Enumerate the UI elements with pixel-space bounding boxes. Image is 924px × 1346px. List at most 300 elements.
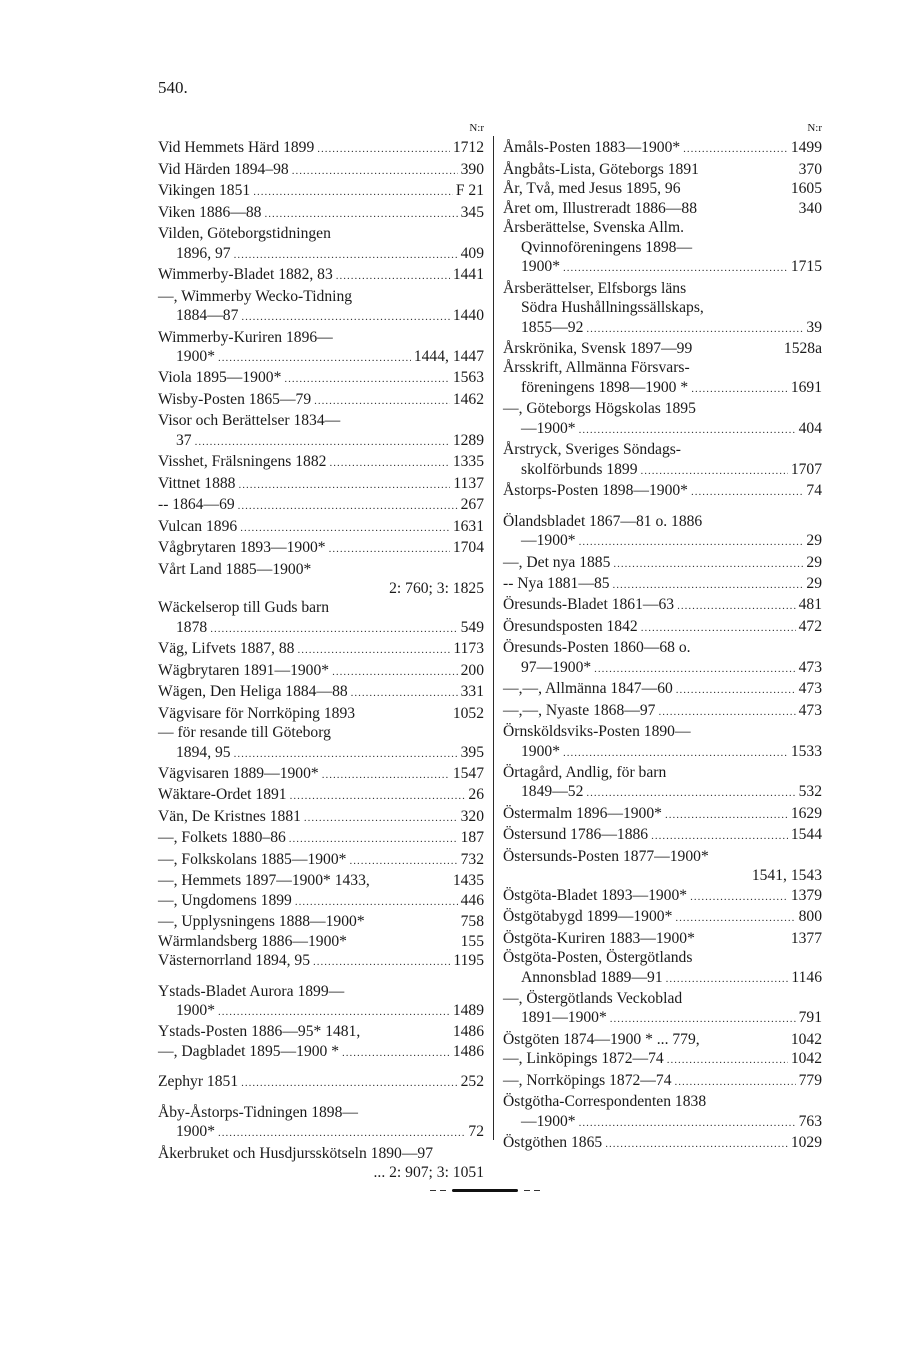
entry-number: 1712	[452, 139, 484, 157]
entry-title: Visshet, Frälsningens 1882	[158, 453, 327, 471]
dot-leader	[691, 380, 788, 399]
index-entry	[503, 138, 822, 159]
entry-title: 1878	[176, 618, 208, 636]
entry-number: 473	[798, 701, 822, 719]
index-entry	[158, 951, 484, 972]
entry-number: 1715	[790, 258, 822, 276]
entry-number: 1462	[452, 390, 484, 408]
index-entry	[158, 368, 484, 389]
entry-title-line: Årsberättelser, Elfsborgs läns	[503, 279, 687, 297]
index-entry	[503, 440, 822, 481]
entry-title: —1900*	[521, 1112, 576, 1130]
index-entry	[503, 1092, 822, 1133]
index-entry	[158, 203, 484, 224]
index-entry	[503, 679, 822, 700]
entry-number: ... 2: 907; 3: 1051	[373, 1164, 484, 1182]
entry-title: Östgöta-Bladet 1893—1900*	[503, 886, 688, 904]
entry-number: 473	[798, 680, 822, 698]
entry-title: föreningens 1898—1900 *	[521, 378, 689, 396]
entry-number: 1707	[790, 460, 822, 478]
entry-title: Wimmerby-Bladet 1882, 83	[158, 266, 333, 284]
entry-title: Vittnet 1888	[158, 474, 236, 492]
index-entry	[158, 704, 484, 723]
dot-leader	[314, 392, 450, 411]
entry-title: Östgötabygd 1899—1900*	[503, 908, 673, 926]
entry-number: 779	[798, 1071, 822, 1089]
index-entry	[158, 517, 484, 538]
index-entry	[503, 553, 822, 574]
index-entry	[158, 138, 484, 159]
entry-title-line: Wäckelserop till Guds barn	[158, 599, 330, 617]
dot-leader	[238, 497, 458, 516]
entry-title: —, Upplysningens 1888—1900*	[158, 913, 365, 931]
index-entry	[158, 682, 484, 703]
index-entry	[158, 160, 484, 181]
entry-title-line: Södra Hushållningssällskaps,	[521, 299, 704, 317]
dot-leader	[238, 476, 450, 495]
entry-number: 252	[460, 1073, 484, 1091]
index-entry	[503, 907, 822, 928]
dot-leader	[264, 205, 457, 224]
entry-number: 1289	[452, 431, 484, 449]
entry-number: 155	[460, 932, 484, 950]
entry-title: Östersund 1786—1886	[503, 826, 649, 844]
entry-number: 1042	[790, 1030, 822, 1048]
dot-leader	[292, 162, 458, 181]
column-heading: N:r	[469, 122, 484, 134]
dot-leader	[304, 809, 458, 828]
dot-leader	[667, 1051, 788, 1070]
entry-title-line: Östgötha-Correspondenten 1838	[503, 1093, 707, 1111]
entry-number: 29	[806, 553, 822, 571]
index-entry	[503, 701, 822, 722]
entry-title-line: Ölandsbladet 1867—81 o. 1886	[503, 512, 703, 530]
entry-number: 732	[460, 850, 484, 868]
entry-number: 340	[798, 199, 822, 217]
entry-title: —, Folkets 1880–86	[158, 829, 286, 847]
entry-number: 1486	[452, 1042, 484, 1060]
entry-number: 1444, 1447	[413, 347, 484, 365]
entry-number: 763	[798, 1112, 822, 1130]
dot-leader	[675, 1073, 796, 1092]
entry-title-line: Åby-Åstorps-Tidningen 1898—	[158, 1103, 358, 1121]
dot-leader	[677, 597, 796, 616]
entry-title-line: Qvinnoföreningens 1898—	[521, 238, 693, 256]
dot-leader	[317, 140, 450, 159]
entry-title-line: Årsskrift, Allmänna Försvars-	[503, 359, 690, 377]
entry-number: 1379	[790, 886, 822, 904]
entry-title: —,—, Nyaste 1868—97	[503, 701, 656, 719]
entry-number: 390	[460, 160, 484, 178]
entry-title: 1855—92	[521, 318, 584, 336]
entry-title: —, Norrköpings 1872—74	[503, 1071, 672, 1089]
dot-leader	[297, 641, 450, 660]
entry-title-line: Ystads-Bladet Aurora 1899—	[158, 982, 345, 1000]
dot-leader	[241, 1074, 457, 1093]
dot-leader	[253, 183, 453, 202]
index-entry	[158, 560, 484, 599]
dot-leader	[234, 246, 458, 265]
entry-number: 74	[806, 482, 822, 500]
index-entry	[158, 1022, 484, 1041]
index-entry	[503, 339, 822, 358]
index-entry	[503, 929, 822, 948]
entry-title: 1894, 95	[176, 743, 231, 761]
dot-leader	[690, 888, 788, 907]
dot-leader	[295, 893, 458, 912]
dot-leader	[342, 1044, 450, 1063]
dot-leader	[289, 830, 458, 849]
entry-number: 1173	[453, 640, 484, 658]
index-entry	[503, 804, 822, 825]
entry-title-line: Öresunds-Posten 1860—68 o.	[503, 639, 691, 657]
entry-number: 473	[798, 658, 822, 676]
entry-title: 1900*	[176, 1002, 215, 1020]
entry-title: Öresunds-Bladet 1861—63	[503, 596, 675, 614]
index-entry	[158, 411, 484, 452]
entry-number: 1441	[452, 266, 484, 284]
entry-number: 187	[460, 829, 484, 847]
entry-number: 1440	[452, 307, 484, 325]
entry-title: Vid Hemmets Härd 1899	[158, 139, 315, 157]
index-entry	[158, 1072, 484, 1093]
entry-number: 404	[798, 419, 822, 437]
entry-number: 1029	[790, 1134, 822, 1152]
entry-number: 1704	[452, 539, 484, 557]
dot-leader	[579, 421, 796, 440]
entry-number: 1563	[452, 369, 484, 387]
index-entry	[158, 495, 484, 516]
dot-leader	[563, 259, 788, 278]
entry-title: Vägvisare för Norrköping 1893	[158, 704, 356, 722]
entry-number: 29	[806, 574, 822, 592]
entry-title-line: Visor och Berättelser 1834—	[158, 412, 341, 430]
entry-number: 1605	[790, 180, 822, 198]
entry-title: Östgöthen 1865	[503, 1134, 603, 1152]
entry-title: —1900*	[521, 532, 576, 550]
entry-number: F 21	[455, 182, 484, 200]
entry-number: 1489	[452, 1002, 484, 1020]
entry-title: -- 1864—69	[158, 496, 235, 514]
entry-title-line: Östgöta-Posten, Östergötlands	[503, 949, 693, 967]
entry-title: Annonsblad 1889—91	[521, 968, 663, 986]
dot-leader	[329, 454, 449, 473]
index-entry	[503, 1071, 822, 1092]
entry-number: 2: 760; 3: 1825	[389, 579, 484, 597]
dot-leader	[683, 140, 788, 159]
dot-leader	[610, 1010, 796, 1029]
dot-leader	[691, 483, 803, 502]
dot-leader	[651, 827, 788, 846]
index-column-left	[158, 119, 484, 1183]
entry-title: 1891—1900*	[521, 1009, 607, 1027]
entry-title: 1849—52	[521, 783, 584, 801]
index-entry	[158, 224, 484, 265]
index-entry	[158, 474, 484, 495]
end-ornament-rule	[430, 1188, 540, 1192]
entry-title: Vulcan 1896	[158, 517, 238, 535]
dot-leader	[336, 267, 450, 286]
entry-number: 791	[798, 1009, 822, 1027]
entry-title-line: Örnsköldsviks-Posten 1890—	[503, 723, 691, 741]
dot-leader	[351, 684, 458, 703]
entry-number: 1629	[790, 804, 822, 822]
entry-title: 1884—87	[176, 307, 239, 325]
entry-number: 549	[460, 618, 484, 636]
index-entry	[158, 891, 484, 912]
entry-number: 1137	[453, 474, 484, 492]
dot-leader	[658, 703, 795, 722]
entry-number: 532	[798, 783, 822, 801]
entry-number: 1691	[790, 378, 822, 396]
entry-title: 1900*	[176, 1123, 215, 1141]
entry-title: Ystads-Posten 1886—95* 1481,	[158, 1023, 361, 1041]
entry-number: 409	[460, 244, 484, 262]
index-entry	[503, 948, 822, 989]
index-entry	[503, 481, 822, 502]
index-entry	[158, 181, 484, 202]
index-entry	[158, 723, 484, 764]
entry-number: 1195	[453, 952, 484, 970]
entry-title: Östgöten 1874—1900 * ... 779,	[503, 1030, 700, 1048]
index-entry	[158, 1103, 484, 1144]
entry-number: 331	[460, 683, 484, 701]
entry-title: 1900*	[521, 258, 560, 276]
dot-leader	[218, 349, 411, 368]
entry-number: 1544	[790, 826, 822, 844]
entry-title: Viola 1895—1900*	[158, 369, 282, 387]
entry-title-line: —, Wimmerby Wecko-Tidning	[158, 287, 353, 305]
dot-leader	[241, 308, 449, 327]
entry-list-left	[158, 138, 484, 1182]
index-entry	[503, 989, 822, 1030]
index-entry	[503, 595, 822, 616]
dot-leader	[240, 519, 450, 538]
entry-title: —, Linköpings 1872—74	[503, 1050, 664, 1068]
entry-title: Wisby-Posten 1865—79	[158, 390, 312, 408]
entry-number: 1052	[452, 704, 484, 722]
entry-number: 758	[460, 913, 484, 931]
entry-number: 1533	[790, 742, 822, 760]
entry-title: Östgöta-Kuriren 1883—1900*	[503, 929, 695, 947]
index-column-right	[503, 119, 822, 1155]
index-entry	[503, 512, 822, 553]
index-entry	[158, 328, 484, 369]
dot-leader	[666, 970, 789, 989]
entry-title: Väg, Lifvets 1887, 88	[158, 640, 295, 658]
column-divider	[493, 136, 494, 1140]
index-entry	[158, 452, 484, 473]
entry-title: —, Hemmets 1897—1900* 1433,	[158, 872, 370, 890]
index-entry	[503, 279, 822, 339]
index-entry	[158, 538, 484, 559]
dot-leader	[613, 576, 804, 595]
index-entry	[503, 1049, 822, 1070]
entry-title-line: —, Göteborgs Högskolas 1895	[503, 400, 696, 418]
index-entry	[503, 886, 822, 907]
dot-leader	[234, 745, 458, 764]
entry-number: 446	[460, 891, 484, 909]
dot-leader	[210, 620, 457, 639]
entry-number: 1547	[452, 765, 484, 783]
entry-number: 472	[798, 617, 822, 635]
index-entry	[503, 218, 822, 278]
entry-number: 1631	[452, 517, 484, 535]
dot-leader	[313, 953, 450, 972]
entry-title: —, Ungdomens 1899	[158, 891, 292, 909]
index-entry	[158, 639, 484, 660]
entry-number: 1528a	[783, 339, 822, 357]
dot-leader	[349, 852, 457, 871]
index-entry	[503, 574, 822, 595]
index-entry	[503, 160, 822, 179]
entry-number: 1486	[452, 1023, 484, 1041]
entry-title: Året om, Illustreradt 1886—88	[503, 199, 698, 217]
entry-title: 37	[176, 431, 192, 449]
index-entry	[503, 179, 822, 198]
entry-number: 72	[468, 1123, 484, 1141]
entry-title: Vikingen 1851	[158, 182, 251, 200]
entry-title: Viken 1886—88	[158, 203, 262, 221]
entry-title-line: Örtagård, Andlig, för barn	[503, 764, 667, 782]
entry-number: 800	[798, 908, 822, 926]
entry-number: 1146	[791, 968, 822, 986]
dot-leader	[284, 370, 449, 389]
entry-title: —, Dagbladet 1895—1900 *	[158, 1042, 340, 1060]
dot-leader	[218, 1003, 450, 1022]
index-entry	[503, 638, 822, 679]
dot-leader	[579, 533, 804, 552]
entry-title: Vän, De Kristnes 1881	[158, 807, 301, 825]
entry-title-line: Östersunds-Posten 1877—1900*	[503, 847, 709, 865]
dot-leader	[332, 663, 458, 682]
entry-title: —,—, Allmänna 1847—60	[503, 680, 673, 698]
dot-leader	[586, 320, 803, 339]
entry-number: 29	[806, 532, 822, 550]
entry-title: Västernorrland 1894, 95	[158, 952, 311, 970]
dot-leader	[641, 619, 796, 638]
entry-title: Ångbåts-Lista, Göteborgs 1891	[503, 160, 699, 178]
index-entry	[158, 390, 484, 411]
entry-title: —, Folkskolans 1885—1900*	[158, 850, 347, 868]
dot-leader	[322, 766, 450, 785]
entry-title-line: —, Östergötlands Veckoblad	[503, 990, 683, 1008]
entry-title: 97—1900*	[521, 658, 592, 676]
entry-title: skolförbunds 1899	[521, 460, 638, 478]
entry-title-line: — för resande till Göteborg	[158, 724, 331, 742]
entry-title: Wäktare-Ordet 1891	[158, 786, 287, 804]
entry-title: 1900*	[176, 347, 215, 365]
entry-title: Åmåls-Posten 1883—1900*	[503, 139, 681, 157]
entry-number: 39	[806, 318, 822, 336]
entry-title: Wägen, Den Heliga 1884—88	[158, 683, 348, 701]
entry-title-line: Vårt Land 1885—1900*	[158, 560, 312, 578]
entry-number: 26	[468, 786, 484, 804]
entry-title: Zephyr 1851	[158, 1073, 239, 1091]
index-entry	[158, 807, 484, 828]
index-entry	[503, 825, 822, 846]
index-entry	[503, 399, 822, 440]
entry-number: 320	[460, 807, 484, 825]
column-heading: N:r	[807, 122, 822, 134]
entry-number: 1499	[790, 139, 822, 157]
page-number: 540.	[158, 78, 188, 97]
entry-title: Åstorps-Posten 1898—1900*	[503, 482, 688, 500]
entry-title: 1900*	[521, 742, 560, 760]
entry-title-line: Åkerbruket och Husdjursskötseln 1890—97	[158, 1144, 434, 1162]
index-entry	[158, 1144, 484, 1183]
index-entry	[158, 764, 484, 785]
entry-title-line: Wimmerby-Kuriren 1896—	[158, 328, 333, 346]
index-entry	[158, 982, 484, 1023]
index-entry	[503, 358, 822, 399]
entry-number: 1335	[452, 453, 484, 471]
index-entry	[503, 763, 822, 804]
entry-number: 481	[798, 596, 822, 614]
entry-number: 370	[798, 160, 822, 178]
entry-title: Wärmlandsberg 1886—1900*	[158, 932, 347, 950]
entry-number: 267	[460, 496, 484, 514]
index-entry	[158, 850, 484, 871]
entry-number: 345	[460, 203, 484, 221]
index-entry	[158, 661, 484, 682]
dot-leader	[195, 433, 450, 452]
entry-number: 1042	[790, 1050, 822, 1068]
dot-leader	[613, 555, 803, 574]
dot-leader	[641, 462, 788, 481]
entry-number: 1377	[790, 929, 822, 947]
entry-title-line: Årstryck, Sveriges Söndags-	[503, 441, 682, 459]
dot-leader	[605, 1135, 788, 1154]
index-entry	[158, 785, 484, 806]
dot-leader	[586, 784, 795, 803]
dot-leader	[676, 681, 796, 700]
index-entry	[503, 617, 822, 638]
dot-leader	[329, 540, 450, 559]
dot-leader	[594, 660, 795, 679]
entry-title: Östermalm 1896—1900*	[503, 804, 662, 822]
entry-title: Vägvisaren 1889—1900*	[158, 765, 319, 783]
entry-title: —, Det nya 1885	[503, 553, 611, 571]
entry-title: Wägbrytaren 1891—1900*	[158, 661, 330, 679]
index-entry	[503, 722, 822, 763]
dot-leader	[290, 787, 466, 806]
index-entry	[503, 199, 822, 218]
index-entry	[158, 828, 484, 849]
dot-leader	[579, 1114, 796, 1133]
index-entry	[503, 847, 822, 886]
entry-title: Öresundsposten 1842	[503, 617, 638, 635]
entry-title: —1900*	[521, 419, 576, 437]
index-entry	[158, 871, 484, 890]
entry-title-line: Årsberättelse, Svenska Allm.	[503, 219, 685, 237]
entry-list-right	[503, 138, 822, 1154]
entry-title: Vågbrytaren 1893—1900*	[158, 539, 326, 557]
index-entry	[158, 932, 484, 951]
entry-number: 200	[460, 661, 484, 679]
index-entry	[503, 1030, 822, 1049]
dot-leader	[218, 1124, 465, 1143]
entry-title: Årskrönika, Svensk 1897—99	[503, 339, 693, 357]
index-entry	[158, 598, 484, 639]
entry-number: 1541, 1543	[751, 867, 822, 885]
index-entry	[158, 912, 484, 931]
index-entry	[158, 287, 484, 328]
entry-title: År, Två, med Jesus 1895, 96	[503, 180, 681, 198]
index-entry	[503, 1133, 822, 1154]
dot-leader	[563, 744, 788, 763]
entry-title: 1896, 97	[176, 244, 231, 262]
